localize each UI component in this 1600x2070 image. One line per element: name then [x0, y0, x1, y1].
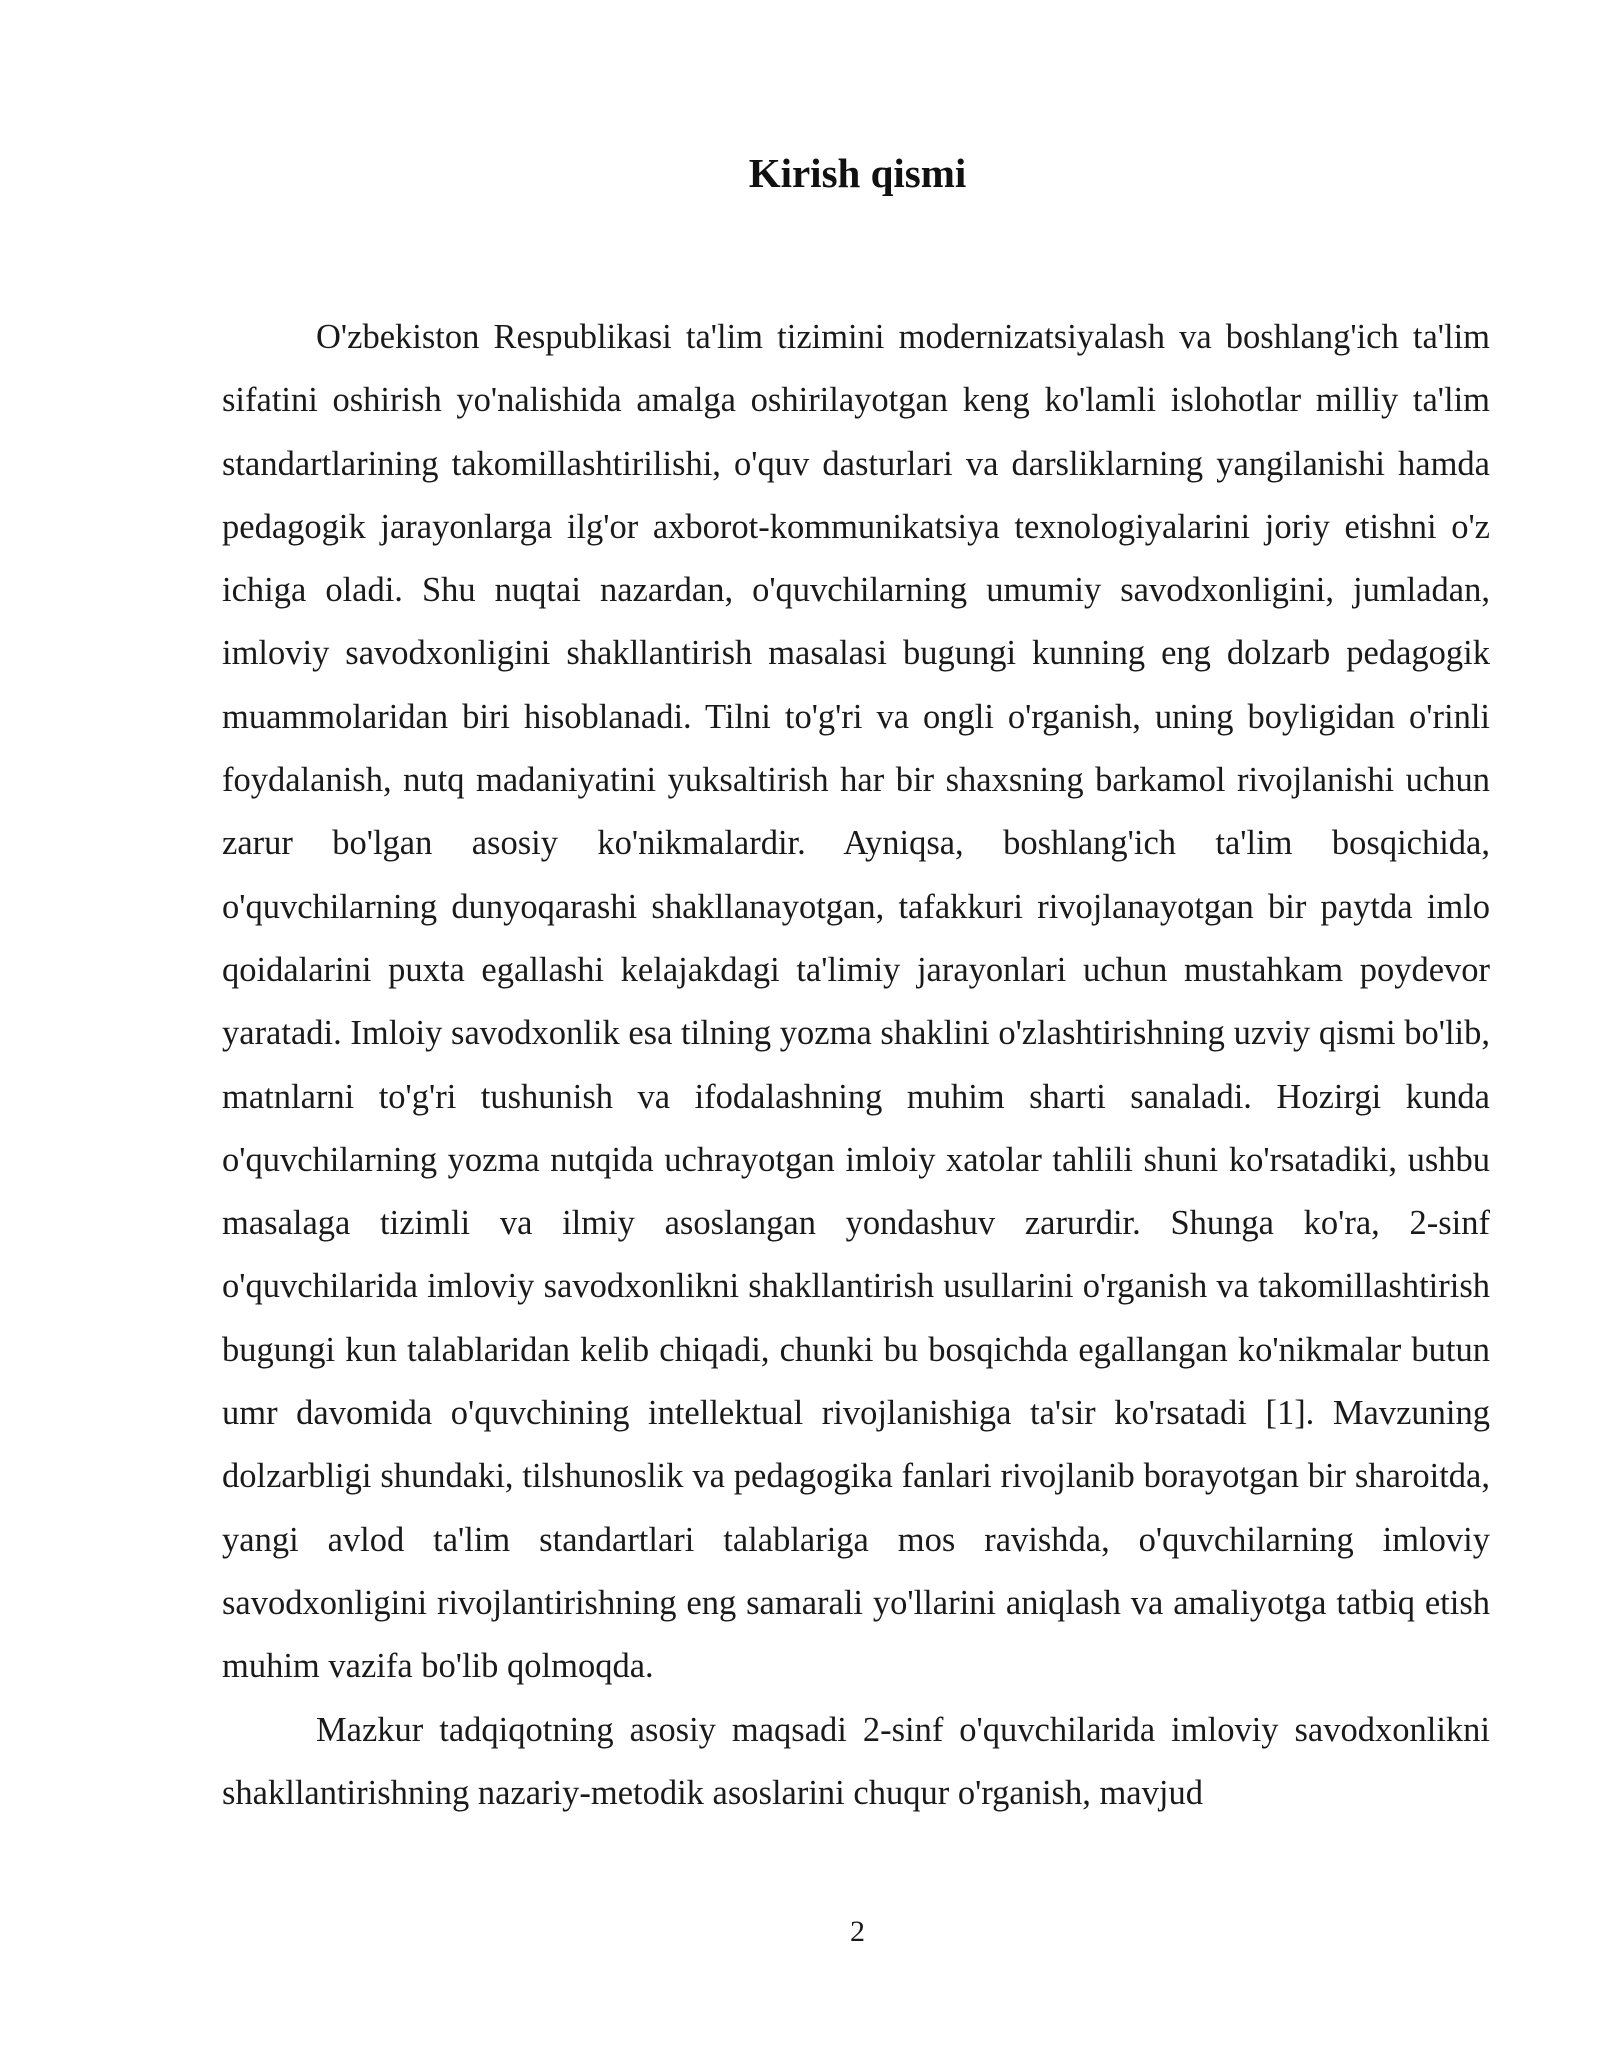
- page-title: Kirish qismi: [748, 150, 967, 196]
- paragraph-1: O'zbekiston Respublikasi ta'lim tizimini modernizatsiyalash va boshlang'ich ta'lim sifatini oshirish yo'nalishida amalga oshirilayotgan keng ko'lamli islohotlar milliy ta'lim standartlarining takomillashtirilishi, o'quv dasturlari va darsliklarning yangilanishi hamda pedagogik jarayonlarga ilg'or axborot-kommunikatsiya texnologiyalarini joriy etishni o'z ichiga oladi. Shu nuqtai nazardan, o'quvchilarning umumiy savodxonligini, jumladan, imloviy savodxonligini shakllantirish masalasi bugungi kunning eng dolzarb pedagogik muammolaridan biri hisoblanadi. Tilni to'g'ri va ongli o'rganish, uning boyligidan o'rinli foydalanish, nutq madaniyatini yuksaltirish har bir shaxsning barkamol rivojlanishi uchun zarur bo'lgan asosiy ko'nikmalardir. Ayniqsa, boshlang'ich ta'lim bosqichida, o'quvchilarning dunyoqarashi shakllanayotgan, tafakkuri rivojlanayotgan bir paytda imlo qoidalarini puxta egallashi kelajakdagi ta'limiy jarayonlari uchun mustahkam poydevor yaratadi. Imloiy savodxonlik esa tilning yozma shaklini o'zlashtirishning uzviy qismi bo'lib, matnlarni to'g'ri tushunish va ifodalashning muhim sharti sanaladi. Hozirgi kunda o'quvchilarning yozma nutqida uchrayotgan imloiy xatolar tahlili shuni ko'rsatadiki, ushbu masalaga tizimli va ilmiy asoslangan yondashuv zarurdir. Shunga ko'ra, 2-sinf o'quvchilarida imloviy savodxonlikni shakllantirish usullarini o'rganish va takomillashtirish bugungi kun talablaridan kelib chiqadi, chunki bu bosqichda egallangan ko'nikmalar butun umr davomida o'quvchining intellektual rivojlanishiga ta'sir ko'rsatadi [1]. Mavzuning dolzarbligi shundaki, tilshunoslik va pedagogika fanlari rivojlanib borayotgan bir sharoitda, yangi avlod ta'lim standartlari talablariga mos ravishda, o'quvchilarning imloviy savodxonligini rivojlantirishning eng samarali yo'llarini aniqlash va amaliyotga tatbiq etish muhim vazifa bo'lib qolmoqda.: [222, 318, 1490, 1686]
- page-number: 2: [850, 1915, 865, 1948]
- body-text: [222, 306, 1490, 1825]
- paragraph-2: Mazkur tadqiqotning asosiy maqsadi 2-sinf o'quvchilarida imloviy savodxonlikni shakllantirishning nazariy-metodik asoslarini chuqur o'rganish, mavjud: [222, 1710, 1490, 1812]
